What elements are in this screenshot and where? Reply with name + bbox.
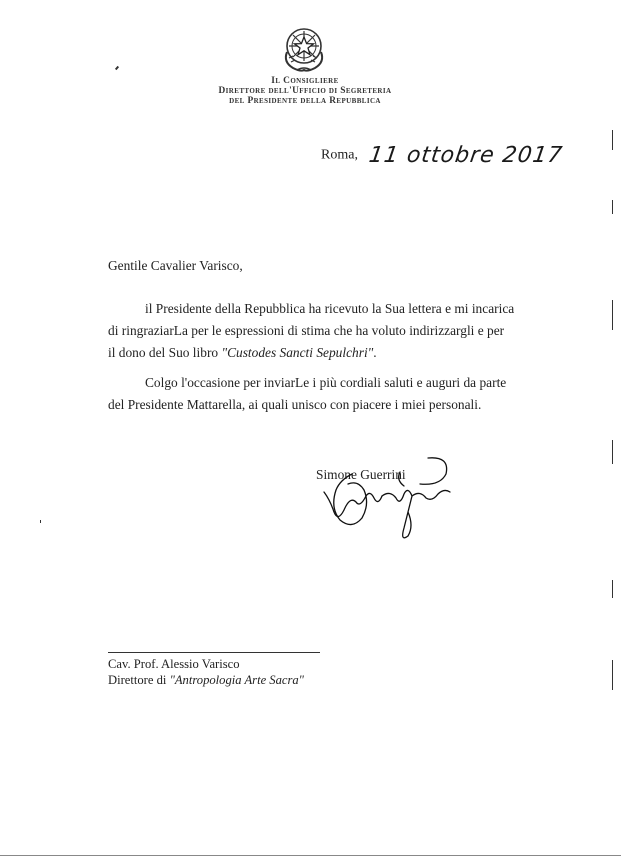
salutation: Gentile Cavalier Varisco, (108, 258, 243, 273)
addressee-block (108, 656, 304, 688)
scan-mark (40, 520, 41, 523)
signature-block (300, 450, 460, 550)
letterhead-line-3: del Presidente della Repubblica (229, 96, 381, 106)
letterhead-line-2: Direttore dell'Ufficio di Segreteria (218, 86, 392, 96)
paragraph-1-line-1: il Presidente della Repubblica ha ricevuto la Sua lettera e mi incarica (145, 301, 515, 316)
addressee-line-2-prefix: Direttore di (108, 673, 170, 687)
paragraph-1-line-2: di ringraziarLa per le espressioni di stima che ha voluto indirizzargli e per (108, 323, 505, 338)
paragraph-1-line-3-suffix: . (373, 345, 377, 360)
place: Roma, (321, 147, 358, 163)
scan-mark (612, 660, 613, 690)
book-title: "Custodes Sancti Sepulchri" (221, 345, 374, 360)
scan-mark (612, 200, 613, 214)
paragraph-2-line-1: Colgo l'occasione per inviarLe i più cordiali saluti e auguri da parte (145, 375, 507, 390)
letterhead-line-1: Il Consigliere (271, 76, 339, 86)
italian-republic-emblem-icon (279, 22, 329, 74)
body-paragraph-2 (108, 372, 508, 416)
scan-mark (612, 440, 613, 464)
scan-mark (612, 580, 613, 598)
handwritten-signature (300, 450, 460, 550)
scan-mark (115, 66, 119, 70)
addressee-separator (108, 652, 320, 653)
addressee-line-1: Cav. Prof. Alessio Varisco (108, 657, 240, 671)
place-and-date (321, 143, 563, 168)
addressee-line-2 (108, 672, 304, 688)
scan-edge (0, 855, 621, 856)
scan-mark (612, 130, 613, 150)
handwritten-date: 11 ottobre 2017 (367, 143, 565, 168)
scan-mark (612, 300, 613, 330)
letterhead (150, 76, 460, 106)
body-paragraph-1 (108, 298, 515, 364)
paragraph-1-line-3 (108, 342, 508, 364)
signatory-name: Simone Guerrini (316, 467, 406, 482)
paragraph-2-line-2: del Presidente Mattarella, ai quali unisco con piacere i miei personali. (108, 397, 482, 412)
paragraph-1-line-3-prefix: il dono del Suo libro (108, 345, 222, 360)
publication-title: "Antropologia Arte Sacra" (169, 673, 304, 687)
